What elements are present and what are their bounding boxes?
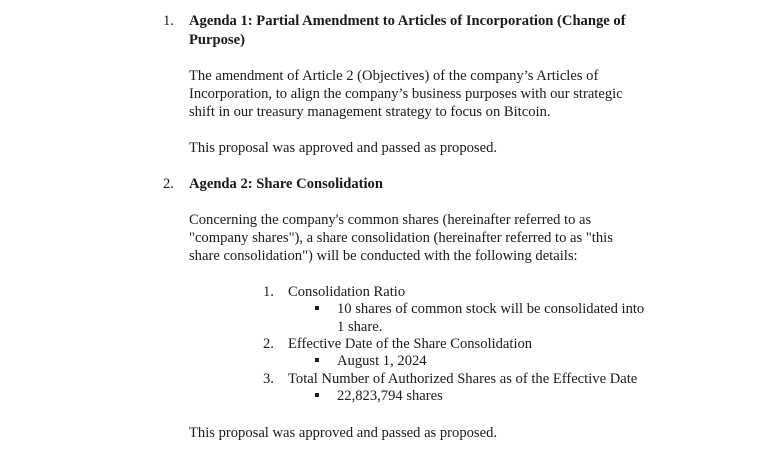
agenda2-number: 2. xyxy=(163,176,174,192)
agenda1-body-line1: The amendment of Article 2 (Objectives) of the company’s Articles of xyxy=(189,68,599,84)
agenda2-body-line1: Concerning the company's common shares (hereinafter referred to as xyxy=(189,212,592,228)
agenda1-title-line1: Agenda 1: Partial Amendment to Articles of Incorporation (Change of xyxy=(189,13,626,29)
agenda1-result: This proposal was approved and passed as proposed. xyxy=(189,140,498,156)
agenda2-title: Agenda 2: Share Consolidation xyxy=(189,176,383,192)
detail1-number: 1. xyxy=(263,284,274,300)
detail1-bullet-line1: 10 shares of common stock will be consolidated into xyxy=(337,301,645,317)
detail2-number: 2. xyxy=(263,336,274,352)
bullet-icon xyxy=(315,393,319,397)
agenda1-body-line2: Incorporation, to align the company’s business purposes with our strategic xyxy=(189,86,623,102)
detail2-bullet-line1: August 1, 2024 xyxy=(337,353,427,369)
detail3-number: 3. xyxy=(263,371,274,387)
agenda1-title-line2: Purpose) xyxy=(189,32,245,48)
agenda1-body-line3: shift in our treasury management strategy to focus on Bitcoin. xyxy=(189,104,551,120)
detail1-label: Consolidation Ratio xyxy=(288,284,406,300)
bullet-icon xyxy=(315,306,319,310)
agenda1-number: 1. xyxy=(163,13,174,29)
bullet-icon xyxy=(315,358,319,362)
detail3-bullet-line1: 22,823,794 shares xyxy=(337,388,443,404)
detail2-label: Effective Date of the Share Consolidation xyxy=(288,336,533,352)
agenda2-body-line2: "company shares"), a share consolidation (hereinafter referred to as "this xyxy=(189,230,613,246)
detail3-label: Total Number of Authorized Shares as of the Effective Date xyxy=(288,371,638,387)
agenda2-body-line3: share consolidation") will be conducted with the following details: xyxy=(189,248,578,264)
agenda2-result: This proposal was approved and passed as proposed. xyxy=(189,425,498,441)
detail1-bullet-line2: 1 share. xyxy=(337,319,383,335)
